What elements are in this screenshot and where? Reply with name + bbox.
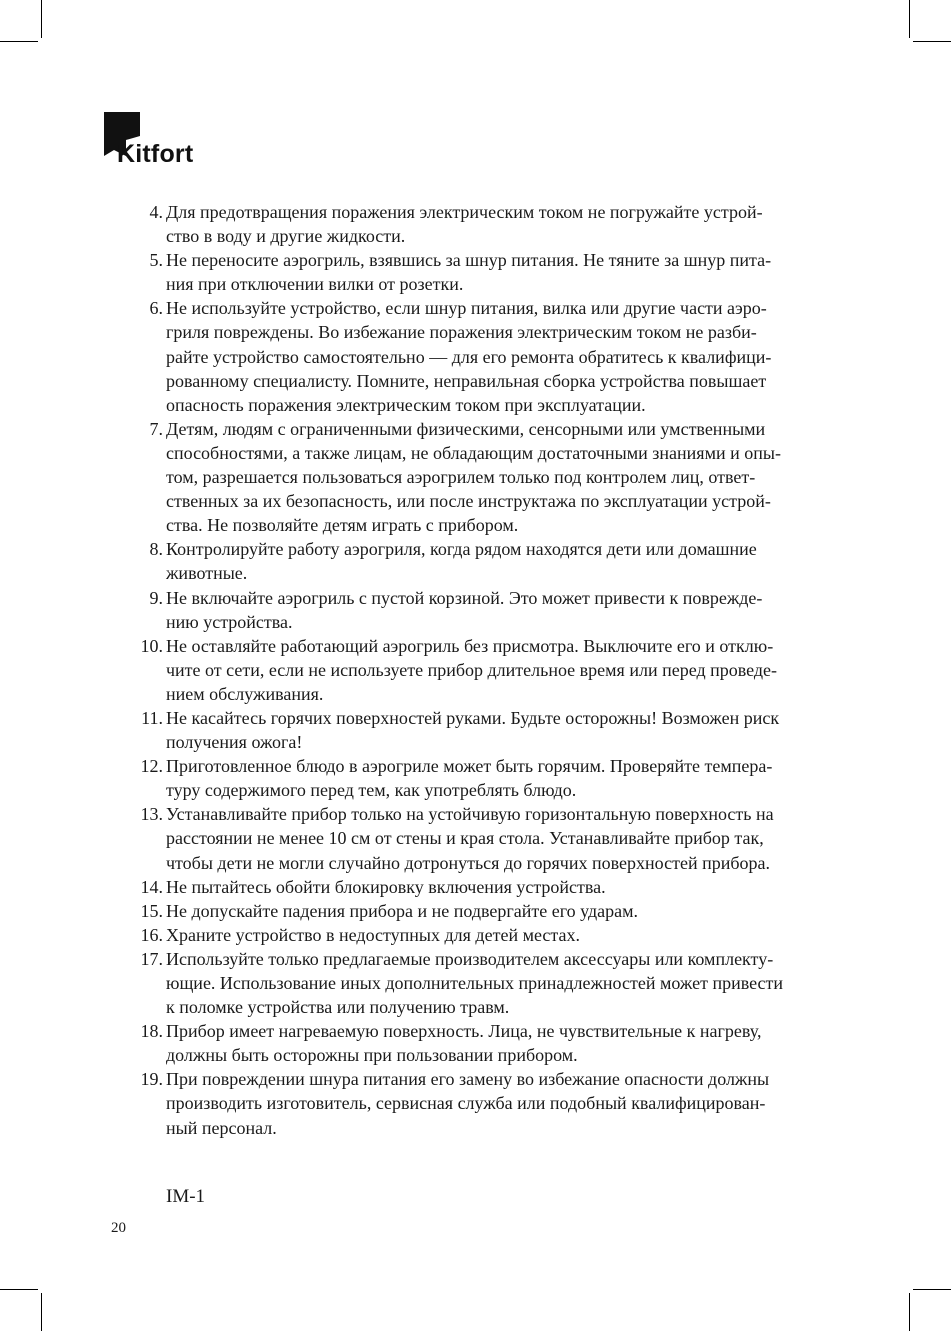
brand-name: Kitfort (117, 140, 194, 168)
instruction-text-line: Для предотвращения поражения электрическим током не погружайте устрой- (166, 202, 763, 222)
instruction-text-line: ство в воду и другие жидкости. (166, 226, 406, 247)
instruction-item (135, 899, 860, 923)
instruction-text-line: туру содержимого перед тем, как употреблять блюдо. (166, 780, 577, 801)
instruction-item (135, 754, 860, 802)
instruction-item (135, 1019, 860, 1067)
instruction-item (135, 586, 860, 634)
instruction-number: 10. (140, 635, 163, 656)
instruction-item (135, 875, 860, 899)
crop-mark (41, 0, 42, 38)
instruction-text-line: чите от сети, если не используете прибор длительное время или перед проведе- (166, 659, 778, 680)
instruction-number: 8. (149, 539, 163, 560)
instruction-item (135, 537, 860, 585)
instruction-text-line: ства. Не позволяйте детям играть с прибором. (166, 515, 519, 536)
instruction-text-line: нию устройства. (166, 611, 293, 632)
instruction-text-line: способностями, а также лицам, не обладающим достаточными знаниями и опы- (166, 442, 781, 463)
instruction-number: 17. (140, 948, 163, 969)
instruction-text-line: рованному специалисту. Помните, неправильная сборка устройства повышает (166, 370, 767, 391)
instruction-text-line: опасность поражения электрическим током при эксплуатации. (166, 394, 646, 415)
crop-mark (0, 1289, 38, 1290)
instruction-number: 11. (141, 707, 163, 728)
instruction-item (135, 802, 860, 874)
instruction-text-line: животные. (166, 563, 248, 584)
instruction-item (135, 923, 860, 947)
instruction-item (135, 248, 860, 296)
instruction-text-line: расстоянии не менее 10 см от стены и края стола. Устанавливайте прибор так, (166, 828, 764, 849)
instruction-text-line: том, разрешается пользоваться аэрогрилем только под контролем лиц, ответ- (166, 467, 756, 488)
instruction-text-line: Не оставляйте работающий аэрогриль без присмотра. Выключите его и отклю- (166, 635, 774, 656)
instruction-text-line: Детям, людям с ограниченными физическими, сенсорными или умственными (166, 418, 766, 439)
crop-mark (0, 41, 38, 42)
instruction-text-line: Не используйте устройство, если шнур питания, вилка или другие части аэро- (166, 298, 767, 319)
instruction-number: 5. (149, 250, 163, 271)
instruction-number: 4. (149, 202, 163, 222)
instruction-number: 15. (140, 900, 163, 921)
instruction-number: 12. (140, 756, 163, 777)
crop-mark (913, 1289, 951, 1290)
instruction-number: 19. (140, 1069, 163, 1090)
instruction-text-line: Не касайтесь горячих поверхностей руками. Будьте осторожны! Возможен риск (166, 707, 780, 728)
instruction-text-line: Контролируйте работу аэрогриля, когда рядом находятся дети или домашние (166, 539, 757, 560)
crop-mark (909, 1293, 910, 1331)
instruction-number: 6. (149, 298, 163, 319)
instruction-text-line: получения ожога! (166, 732, 303, 753)
instruction-text-line: Используйте только предлагаемые производителем аксессуары или комплекту- (166, 948, 774, 969)
instruction-number: 9. (149, 587, 163, 608)
instruction-item (135, 417, 860, 537)
instruction-number: 13. (140, 804, 163, 825)
instruction-text-line: Не включайте аэрогриль с пустой корзиной. Это может привести к поврежде- (166, 587, 763, 608)
instruction-text-line: Приготовленное блюдо в аэрогриле может быть горячим. Проверяйте темпера- (166, 756, 773, 777)
instruction-item (135, 200, 860, 248)
instruction-item (135, 296, 860, 416)
instruction-text-line: ный персонал. (166, 1117, 277, 1138)
instruction-text-line: производить изготовитель, сервисная служба или подобный квалифицирован- (166, 1093, 766, 1114)
crop-mark (909, 0, 910, 38)
instruction-text-line: Не допускайте падения прибора и не подвергайте его ударам. (166, 900, 639, 921)
instruction-text-line: Храните устройство в недоступных для детей местах. (166, 924, 580, 945)
instruction-text-line: ющие. Использование иных дополнительных принадлежностей может привести (166, 973, 784, 993)
instruction-number: 14. (140, 876, 163, 897)
instruction-text-line: должны быть осторожны при пользовании прибором. (166, 1045, 578, 1066)
crop-mark (913, 41, 951, 42)
instruction-text-line: нием обслуживания. (166, 683, 324, 704)
instruction-text-line: Устанавливайте прибор только на устойчивую горизонтальную поверхность на (166, 804, 774, 825)
instruction-text-line: гриля повреждены. Во избежание поражения электрическим током не разби- (166, 322, 757, 343)
instruction-text-line: Не пытайтесь обойти блокировку включения устройства. (166, 876, 606, 897)
instruction-text-line: Не переносите аэрогриль, взявшись за шнур питания. Не тяните за шнур пита- (166, 250, 772, 271)
instruction-text-line: ния при отключении вилки от розетки. (166, 274, 464, 295)
instruction-item (135, 947, 860, 1019)
instruction-item (135, 1067, 860, 1139)
model-code: IM-1 (166, 1186, 206, 1207)
instruction-text-line: При повреждении шнура питания его замену во избежание опасности должны (166, 1069, 770, 1090)
instruction-item (135, 706, 860, 754)
page-number: 20 (111, 1220, 126, 1236)
instruction-text-line: райте устройство самостоятельно — для его ремонта обратитесь к квалифици- (166, 346, 772, 367)
instruction-number: 7. (149, 418, 163, 439)
crop-mark (41, 1293, 42, 1331)
instruction-text-line: чтобы дети не могли случайно дотронуться до горячих поверхностей прибора. (166, 852, 770, 873)
instruction-text-line: к поломке устройства или получению травм. (166, 997, 510, 1018)
instruction-item (135, 634, 860, 706)
safety-instructions-list (135, 200, 860, 1140)
instruction-number: 18. (140, 1021, 163, 1042)
instruction-text-line: ственных за их безопасность, или после инструктажа по эксплуатации устрой- (166, 491, 771, 512)
instruction-text-line: Прибор имеет нагреваемую поверхность. Лица, не чувствительные к нагреву, (166, 1021, 762, 1042)
instruction-number: 16. (140, 924, 163, 945)
